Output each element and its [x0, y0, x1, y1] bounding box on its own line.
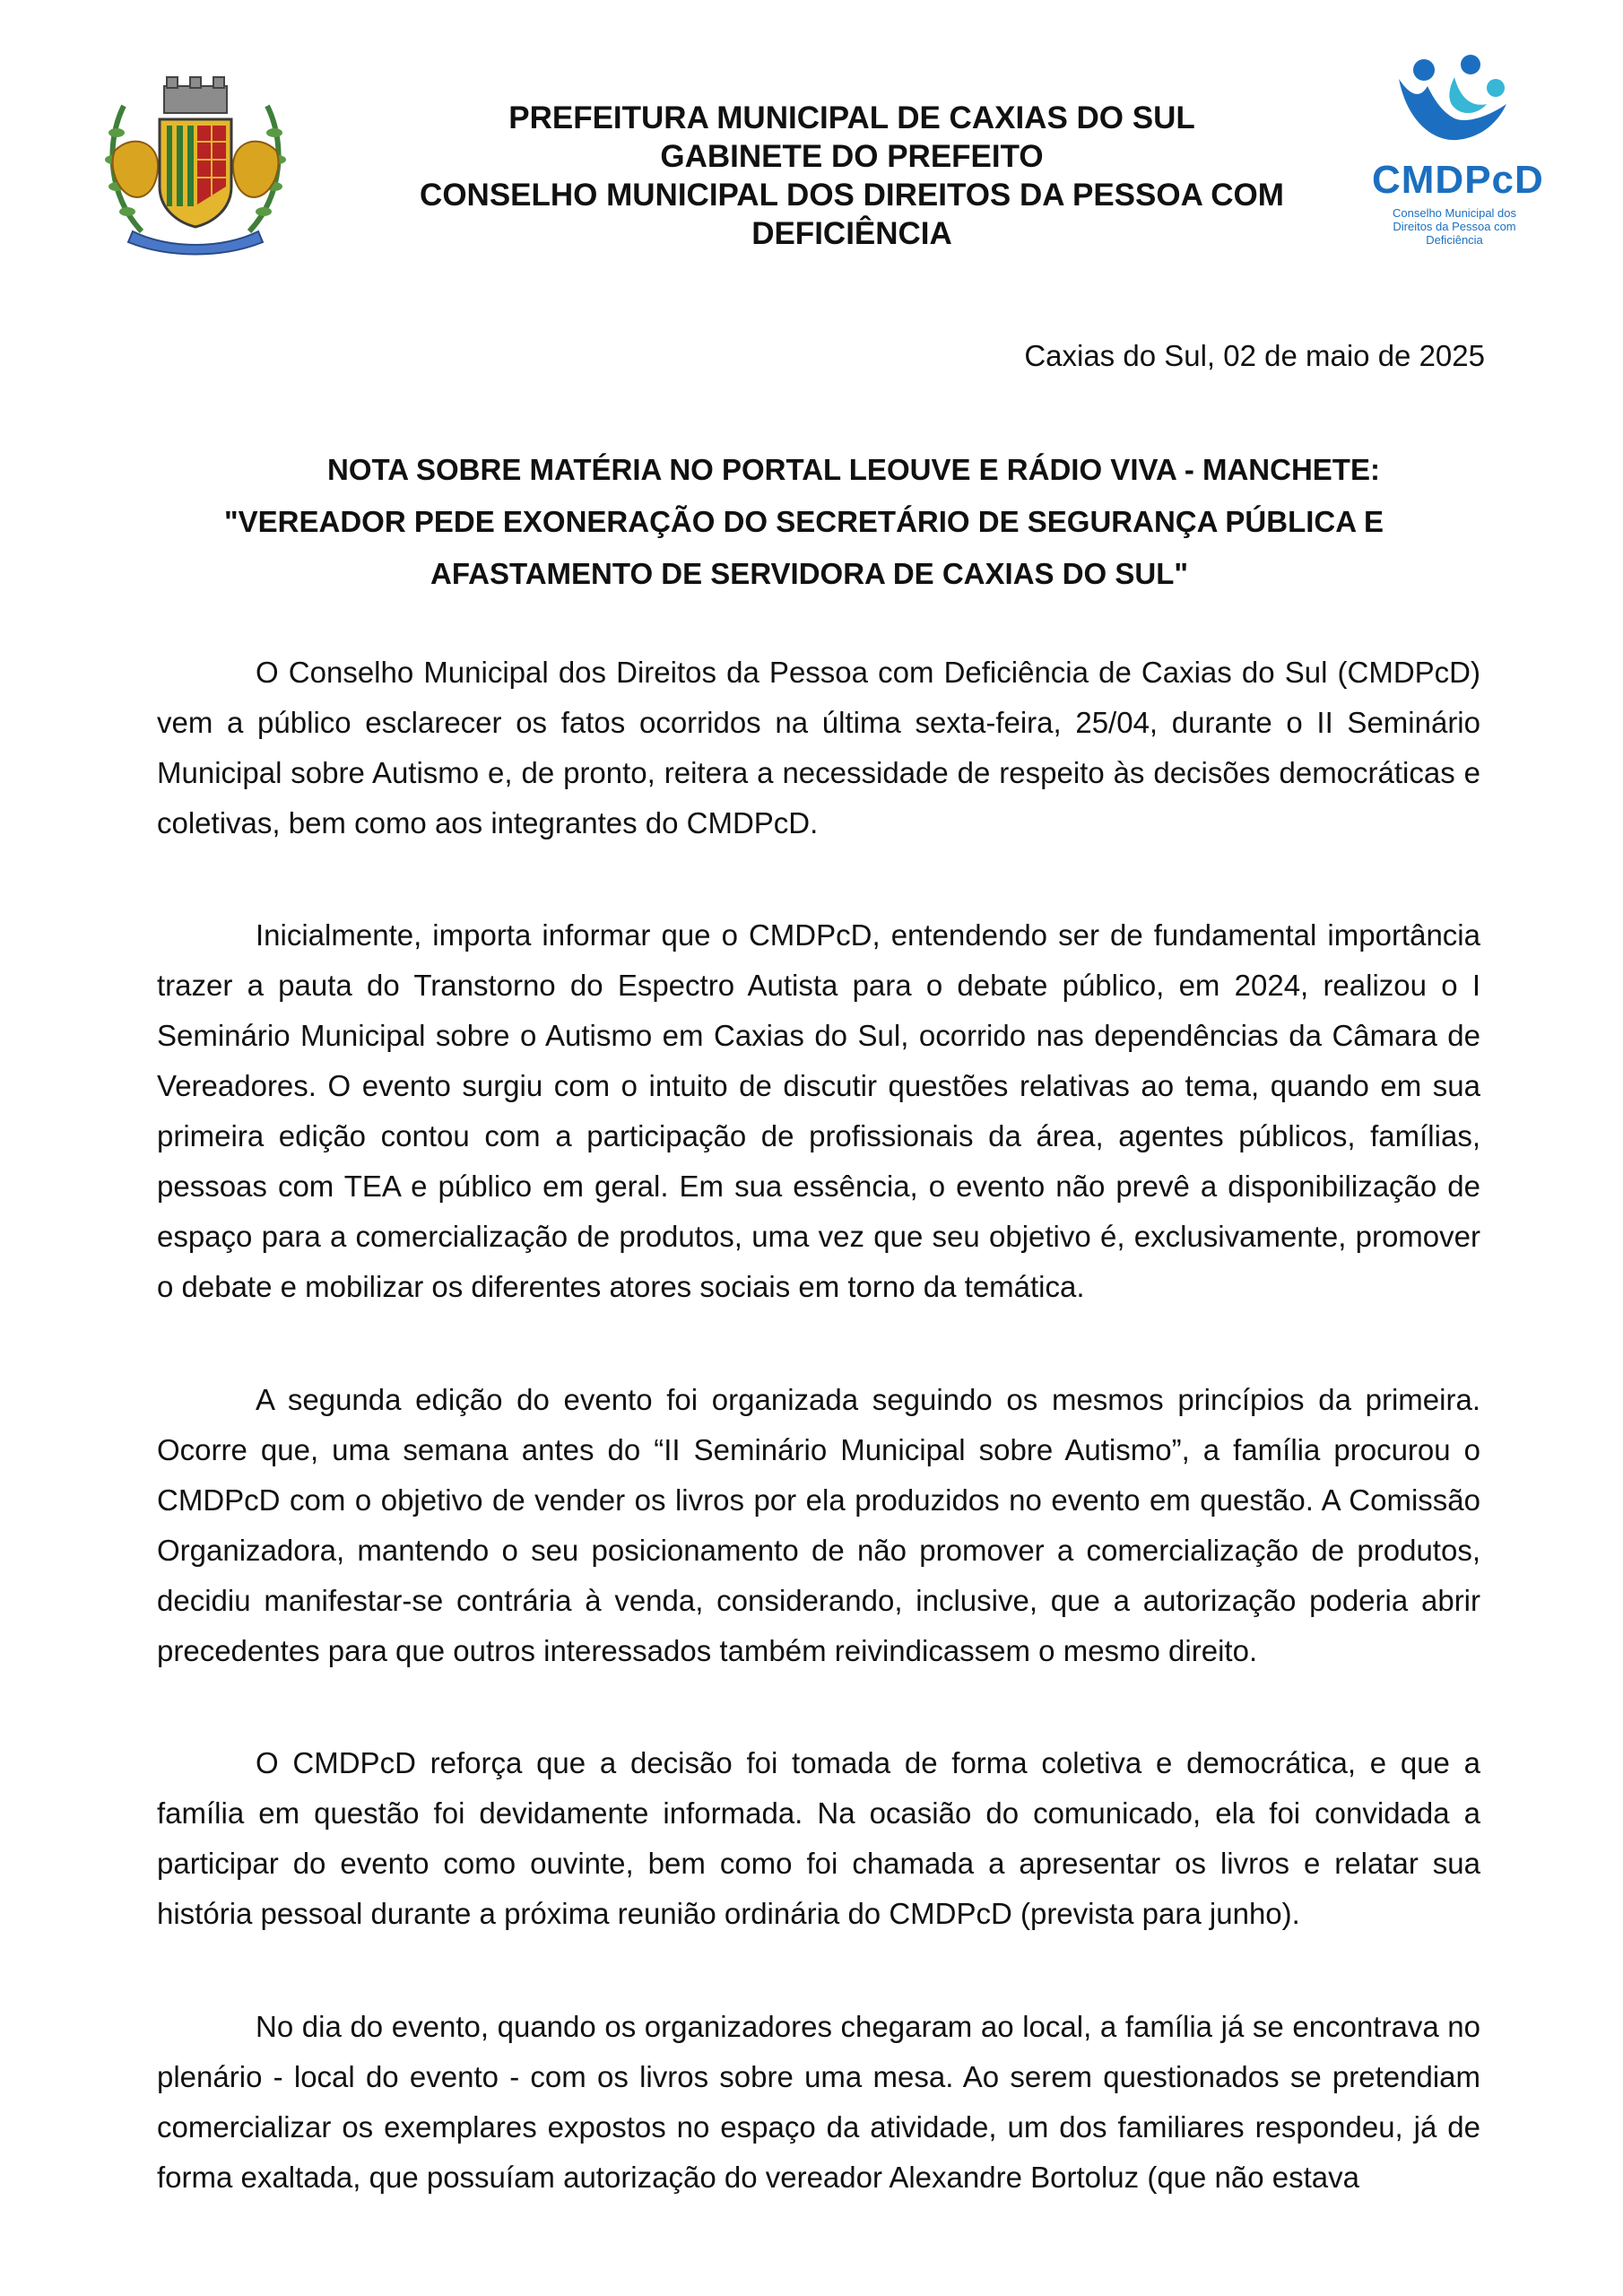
coat-of-arms-logo: [97, 70, 294, 258]
paragraph-3: [157, 1375, 1480, 1676]
paragraph-text: Inicialmente, importa informar que o CMDPcD, entendendo ser de fundamental importância trazer a pauta do Transtorno do Espectro Autista para o debate público, em 2024, realizou o I Seminário Municipal sobre o Autismo em Caxias do Sul, ocorrido nas dependências da Câmara de Vereadores. O evento surgiu com o intuito de discutir questões relativas ao tema, quando em sua primeira edição contou com a participação de profissionais da área, agentes públicos, famílias, pessoas com TEA e público em geral. Em sua essência, o evento não prevê a disponibilização de espaço para a comercialização de produtos, uma vez que seu objetivo é, exclusivamente, promover o debate e mobilizar os diferentes atores sociais em torno da temática.: [157, 918, 1480, 1303]
title-line-2: "VEREADOR PEDE EXONERAÇÃO DO SECRETÁRIO DE SEGURANÇA PÚBLICA E: [224, 505, 1384, 538]
logo-brand-text: CMDPcD: [1372, 158, 1544, 202]
header-line-4: DEFICIÊNCIA: [751, 216, 952, 251]
paragraph-5: [157, 2002, 1480, 2203]
paragraph-2: [157, 910, 1480, 1312]
paragraph-1: [157, 648, 1480, 848]
cmdpcd-logo: [1372, 52, 1544, 249]
paragraph-text: No dia do evento, quando os organizadores chegaram ao local, a família já se encontrava no plenário - local do evento - com os livros sobre uma mesa. Ao serem questionados se pretendiam comercializar os exemplares expostos no espaço da atividade, um dos familiares respondeu, já de forma exaltada, que possuíam autorização do vereador Alexandre Bortoluz (que não estava: [157, 2010, 1480, 2194]
header-line-3: CONSELHO MUNICIPAL DOS DIREITOS DA PESSOA COM: [420, 178, 1284, 213]
cmdpcd-figures-icon: [1372, 52, 1533, 155]
header-institution: [354, 99, 1350, 253]
header-line-2: GABINETE DO PREFEITO: [660, 139, 1044, 174]
paragraph-text: O Conselho Municipal dos Direitos da Pessoa com Deficiência de Caxias do Sul (CMDPcD) vem a público esclarecer os fatos ocorridos na última sexta-feira, 25/04, durante o II Seminário Municipal sobre Autismo e, de pronto, reitera a necessidade de respeito às decisões democráticas e coletivas, bem como aos integrantes do CMDPcD.: [157, 656, 1480, 839]
paragraph-text: O CMDPcD reforça que a decisão foi tomada de forma coletiva e democrática, e que a família em questão foi devidamente informada. Na ocasião do comunicado, ela foi convidada a participar do evento como ouvinte, bem como foi chamada a apresentar os livros e relatar sua história pessoal durante a próxima reunião ordinária do CMDPcD (prevista para junho).: [157, 1746, 1480, 1930]
title-line-1: NOTA SOBRE MATÉRIA NO PORTAL LEOUVE E RÁDIO VIVA - MANCHETE:: [327, 453, 1380, 486]
title-line-3: AFASTAMENTO DE SERVIDORA DE CAXIAS DO SUL": [430, 557, 1189, 590]
document-title: [157, 444, 1466, 600]
paragraph-4: [157, 1738, 1480, 1939]
paragraph-text: A segunda edição do evento foi organizada seguindo os mesmos princípios da primeira. Ocorre que, uma semana antes do “II Seminário Municipal sobre Autismo”, a família procurou o CMDPcD com o objetivo de vender os livros por ela produzidos no evento em questão. A Comissão Organizadora, mantendo o seu posicionamento de não promover a comercialização de produtos, decidiu manifestar-se contrária à venda, considerando, inclusive, que a autorização poderia abrir precedentes para que outros interessados também reivindicassem o mesmo direito.: [157, 1383, 1480, 1667]
logo-subtitle: Conselho Municipal dos Direitos da Pessoa com Deficiência: [1392, 206, 1517, 247]
document-date: Caxias do Sul, 02 de maio de 2025: [1024, 339, 1485, 372]
header-line-1: PREFEITURA MUNICIPAL DE CAXIAS DO SUL: [508, 100, 1195, 135]
